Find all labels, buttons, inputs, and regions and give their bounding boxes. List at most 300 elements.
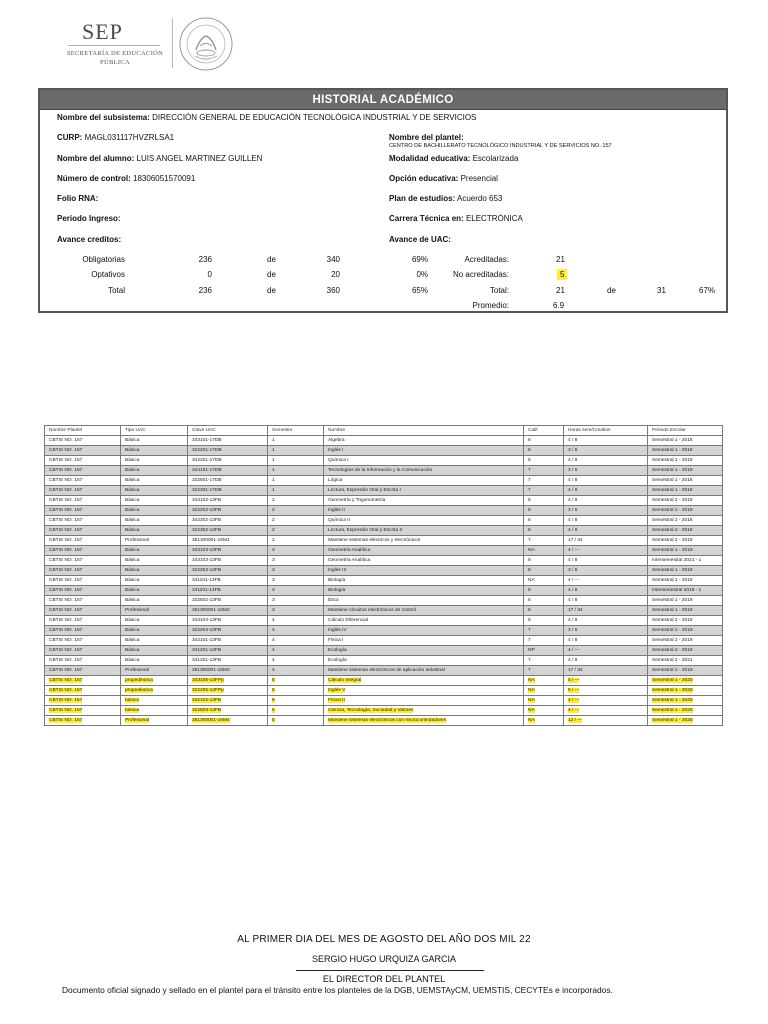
cell-calif: NA (524, 676, 564, 686)
subsystem-value: DIRECCIÓN GENERAL DE EDUCACIÓN TECNOLÓGICA INDUSTRIAL Y DE SERVICIOS (152, 113, 477, 122)
uac-total-total: 31 (657, 286, 666, 295)
cell-nombre: Inglés III (324, 566, 524, 576)
cell-clave: 322205-13FPp (188, 686, 268, 696)
cell-plantel: CBTIS NO. 157 (45, 516, 121, 526)
national-seal-icon (178, 16, 234, 72)
carrera-label: Carrera Técnica en: (389, 214, 464, 223)
cell-tipo: Básica (121, 496, 188, 506)
cell-clave: 322301-17DB (188, 486, 268, 496)
table-row (45, 716, 723, 726)
cell-plantel: CBTIS NO. 157 (45, 666, 121, 676)
cell-horas: 4 / --- (564, 696, 648, 706)
cell-plantel: CBTIS NO. 157 (45, 616, 121, 626)
cell-horas: 4 / --- (564, 646, 648, 656)
cell-periodo: Semestral 1 - 2018 (648, 446, 723, 456)
cell-horas: 4 / 8 (564, 476, 648, 486)
cell-semestre: 1 (268, 486, 324, 496)
cell-tipo: Profesional (121, 666, 188, 676)
curp-label: CURP: (57, 133, 83, 142)
cell-plantel: CBTIS NO. 157 (45, 526, 121, 536)
cell-tipo: Básica (121, 456, 188, 466)
credits-obligatorias-value: 236 (198, 255, 212, 264)
table-row (45, 556, 723, 566)
cell-periodo: Semestral 2 - 2018 (648, 526, 723, 536)
cell-plantel: CBTIS NO. 157 (45, 716, 121, 726)
cell-nombre: Lógica (324, 476, 524, 486)
opcion-value: Presencial (460, 174, 498, 183)
cell-clave: 322302-13FB (188, 526, 268, 536)
cell-calif: 6 (524, 516, 564, 526)
cell-nombre: Ecología (324, 656, 524, 666)
cell-plantel: CBTIS NO. 157 (45, 466, 121, 476)
cell-nombre: Mantiene sistemas electrónicos de aplicación industrial (324, 666, 524, 676)
cell-semestre: 3 (268, 556, 324, 566)
cell-tipo: Básica (121, 506, 188, 516)
cell-semestre: 1 (268, 436, 324, 446)
cell-semestre: 4 (268, 636, 324, 646)
cell-periodo: Semestral 2 - 2019 (648, 626, 723, 636)
cell-calif: 6 (524, 446, 564, 456)
cell-tipo: Básica (121, 636, 188, 646)
cell-clave: 322204-13FB (188, 626, 268, 636)
table-row (45, 486, 723, 496)
cell-horas: 4 / 8 (564, 526, 648, 536)
table-row (45, 616, 723, 626)
table-row (45, 636, 723, 646)
cell-horas: 5 / --- (564, 676, 648, 686)
cell-semestre: 5 (268, 696, 324, 706)
col-header-horas: Horas sem/Creditos (564, 426, 648, 436)
table-row (45, 526, 723, 536)
cell-plantel: CBTIS NO. 157 (45, 706, 121, 716)
cell-tipo: Básica (121, 546, 188, 556)
cell-horas: 4 / 8 (564, 486, 648, 496)
uac-total-value: 21 (556, 286, 565, 295)
cell-plantel: CBTIS NO. 157 (45, 446, 121, 456)
record-title: HISTORIAL ACADÉMICO (40, 90, 726, 110)
cell-tipo: Básica (121, 616, 188, 626)
issue-date: AL PRIMER DIA DEL MES DE AGOSTO DEL AÑO DOS MIL 22 (237, 934, 531, 945)
cell-semestre: 1 (268, 476, 324, 486)
cell-periodo: Semestral 1 - 2019 (648, 606, 723, 616)
cell-clave: 342202-13FB (188, 516, 268, 526)
table-row (45, 586, 723, 596)
cell-clave: 351300001-16M3 (188, 666, 268, 676)
cell-plantel: CBTIS NO. 157 (45, 606, 121, 616)
cell-plantel: CBTIS NO. 157 (45, 486, 121, 496)
cell-semestre: 3 (268, 576, 324, 586)
cell-plantel: CBTIS NO. 157 (45, 646, 121, 656)
cell-tipo: Profesional (121, 536, 188, 546)
cell-calif: 7 (524, 476, 564, 486)
cell-calif: 6 (524, 606, 564, 616)
cell-calif: 9 (524, 616, 564, 626)
cell-nombre: Inglés I (324, 446, 524, 456)
cell-horas: 4 / 8 (564, 496, 648, 506)
cell-nombre: Algebra (324, 436, 524, 446)
cell-semestre: 1 (268, 456, 324, 466)
academic-record (38, 88, 728, 313)
cell-horas: 4 / 8 (564, 516, 648, 526)
cell-calif: 6 (524, 436, 564, 446)
control-label: Número de control: (57, 174, 131, 183)
cell-clave: 322201-17DB (188, 446, 268, 456)
cell-tipo: Básica (121, 486, 188, 496)
cell-periodo: Semestral 2 - 2019 (648, 636, 723, 646)
credits-optativos-value: 0 (207, 270, 212, 279)
table-row (45, 546, 723, 556)
cell-calif: 6 (524, 526, 564, 536)
cell-semestre: 3 (268, 596, 324, 606)
col-header-semestre: Semestre (268, 426, 324, 436)
table-row (45, 516, 723, 526)
plantel-label: Nombre del plantel: (389, 133, 464, 142)
cell-periodo: Intersemestral 2021 - 1 (648, 556, 723, 566)
cell-horas: 4 / 8 (564, 456, 648, 466)
table-row (45, 656, 723, 666)
cell-clave: 351300001-16M4 (188, 716, 268, 726)
cell-clave: 343103-13FB (188, 556, 268, 566)
cell-calif: 6 (524, 506, 564, 516)
cell-semestre: 5 (268, 686, 324, 696)
cell-periodo: Semestral 1 - 2020 (648, 696, 723, 706)
cell-semestre: 4 (268, 616, 324, 626)
sep-logo-text: SEP (82, 19, 123, 44)
col-header-plantel: Nombre Plantel (45, 426, 121, 436)
cell-calif: 7 (524, 486, 564, 496)
cell-horas: 4 / 8 (564, 436, 648, 446)
cell-nombre: Tecnologías de la Información y la Comunicación (324, 466, 524, 476)
col-header-tipo: Tipo UAC (121, 426, 188, 436)
cell-periodo: Semestral 2 - 2018 (648, 536, 723, 546)
cell-semestre: 2 (268, 526, 324, 536)
cell-clave: 343103-13FB (188, 546, 268, 556)
cell-tipo: Básica (121, 626, 188, 636)
cell-plantel: CBTIS NO. 157 (45, 456, 121, 466)
cell-tipo: Básica (121, 576, 188, 586)
cell-calif: 9 (524, 556, 564, 566)
cell-tipo: Profesional (121, 606, 188, 616)
avance-uac-label: Avance de UAC: (389, 235, 451, 244)
credits-total-total: 360 (326, 286, 340, 295)
credits-optativos-total: 20 (331, 270, 340, 279)
plantel-field (389, 133, 464, 142)
cell-semestre: 3 (268, 606, 324, 616)
credits-optativos-pct: 0% (416, 270, 428, 279)
table-row (45, 706, 723, 716)
table-row (45, 456, 723, 466)
cell-periodo: Semestral 2 - 2018 (648, 516, 723, 526)
student-field (57, 154, 262, 163)
curp-field (57, 133, 174, 142)
grades-table (44, 425, 723, 726)
table-row (45, 466, 723, 476)
cell-clave: 351300001-16M1 (188, 536, 268, 546)
cell-horas: 3 / 6 (564, 626, 648, 636)
cell-nombre: Química II (324, 516, 524, 526)
cell-periodo: Semestral 2 - 2018 (648, 496, 723, 506)
credits-obligatorias-of: de (267, 255, 276, 264)
cell-tipo: básica (121, 696, 188, 706)
uac-total-pct: 67% (699, 286, 716, 295)
sep-logo-rule (68, 45, 160, 46)
cell-tipo: propedéutica (121, 686, 188, 696)
cell-nombre: Lectura, Expresión Oral y Escrita I (324, 486, 524, 496)
cell-periodo: Semestral 1 - 2018 (648, 436, 723, 446)
subsystem-label: Nombre del subsistema: (57, 113, 150, 122)
cell-periodo: Semestral 2 - 2021 (648, 656, 723, 666)
opcion-label: Opción educativa: (389, 174, 459, 183)
cell-periodo: Semestral 1 - 2018 (648, 476, 723, 486)
cell-calif: 7 (524, 636, 564, 646)
cell-horas: 3 / 6 (564, 446, 648, 456)
table-row (45, 446, 723, 456)
cell-clave: 351300001-16M2 (188, 606, 268, 616)
cell-periodo: Semestral 1 - 2020 (648, 716, 723, 726)
cell-horas: 4 / 8 (564, 596, 648, 606)
cell-tipo: básica (121, 706, 188, 716)
cell-clave: 322202-13FB (188, 506, 268, 516)
cell-plantel: CBTIS NO. 157 (45, 436, 121, 446)
cell-periodo: Semestral 1 - 2019 (648, 576, 723, 586)
cell-plantel: CBTIS NO. 157 (45, 656, 121, 666)
cell-nombre: Geometría Analítica (324, 556, 524, 566)
cell-nombre: Mantiene sistemas electrónicos con microcontroladores (324, 716, 524, 726)
cell-horas: 4 / --- (564, 706, 648, 716)
cell-tipo: Básica (121, 516, 188, 526)
modalidad-value: Escolarizada (472, 154, 519, 163)
table-row (45, 596, 723, 606)
cell-semestre: 2 (268, 496, 324, 506)
cell-calif: 7 (524, 656, 564, 666)
cell-semestre: 3 (268, 566, 324, 576)
cell-nombre: Lectura, Expresión Oral y Escrita II (324, 526, 524, 536)
cell-calif: NA (524, 696, 564, 706)
cell-semestre: 4 (268, 666, 324, 676)
cell-clave: 341201-13FB (188, 656, 268, 666)
cell-calif: NA (524, 576, 564, 586)
ingreso-label: Periodo Ingreso: (57, 214, 121, 223)
cell-nombre: Cálculo Diferencial (324, 616, 524, 626)
cell-periodo: Semestral 1 - 2019 (648, 566, 723, 576)
avance-creditos-label: Avance creditos: (57, 235, 122, 244)
cell-plantel: CBTIS NO. 157 (45, 686, 121, 696)
signature-line (296, 970, 484, 971)
cell-semestre: 4 (268, 646, 324, 656)
cell-horas: 4 / 8 (564, 636, 648, 646)
cell-horas: 17 / 34 (564, 536, 648, 546)
cell-semestre: 2 (268, 536, 324, 546)
cell-periodo: Semestral 1 - 2020 (648, 706, 723, 716)
sep-logo-subtitle: SECRETARÍA DE EDUCACIÓN PÚBLICA (66, 50, 164, 66)
opcion-field (389, 174, 498, 183)
cell-plantel: CBTIS NO. 157 (45, 536, 121, 546)
cell-periodo: Semestral 2 - 2019 (648, 616, 723, 626)
cell-calif: 8 (524, 596, 564, 606)
credits-total-of: de (267, 286, 276, 295)
logo-divider (172, 18, 173, 68)
cell-nombre: Geometría y Trigonometría (324, 496, 524, 506)
cell-horas: 17 / 34 (564, 606, 648, 616)
cell-periodo: Semestral 2 - 2018 (648, 506, 723, 516)
sep-logo (60, 14, 170, 72)
cell-clave: 344101-17DB (188, 466, 268, 476)
cell-plantel: CBTIS NO. 157 (45, 596, 121, 606)
cell-horas: 4 / 8 (564, 586, 648, 596)
credits-total-value: 236 (198, 286, 212, 295)
student-label: Nombre del alumno: (57, 154, 135, 163)
table-row (45, 436, 723, 446)
director-name: SERGIO HUGO URQUIZA GARCIA (311, 954, 457, 964)
col-header-nombre: Nombre (324, 426, 524, 436)
cell-semestre: 5 (268, 676, 324, 686)
plan-field (389, 194, 502, 203)
cell-nombre: Mantiene circuitos electrónicos de control (324, 606, 524, 616)
cell-semestre: 3 (268, 586, 324, 596)
cell-nombre: Geometría Analítica (324, 546, 524, 556)
cell-nombre: Física I (324, 636, 524, 646)
uac-no-acreditadas-value: 5 (560, 270, 565, 279)
table-row (45, 626, 723, 636)
carrera-field (389, 214, 523, 223)
col-header-calif: Calif (524, 426, 564, 436)
cell-nombre: Ética (324, 596, 524, 606)
subsystem-field (57, 113, 476, 122)
table-row (45, 676, 723, 686)
cell-plantel: CBTIS NO. 157 (45, 576, 121, 586)
plan-label: Plan de estudios: (389, 194, 456, 203)
cell-semestre: 2 (268, 516, 324, 526)
credits-total-pct: 65% (411, 286, 428, 295)
cell-clave: 322502-13FB (188, 596, 268, 606)
carrera-value: ELECTRÓNICA (465, 214, 523, 223)
table-row (45, 686, 723, 696)
cell-clave: 342101-13FB (188, 636, 268, 646)
cell-periodo: Semestral 1 - 2018 (648, 466, 723, 476)
cell-tipo: propedéutica (121, 676, 188, 686)
cell-clave: 322203-13FB (188, 566, 268, 576)
col-header-clave: Clave UAC (188, 426, 268, 436)
credits-obligatorias-pct: 69% (411, 255, 428, 264)
uac-promedio-label: Promedio: (472, 301, 509, 310)
cell-horas: 17 / 34 (564, 666, 648, 676)
cell-tipo: Básica (121, 596, 188, 606)
cell-nombre: Física II (324, 696, 524, 706)
cell-calif: NP (524, 646, 564, 656)
cell-calif: 7 (524, 626, 564, 636)
cell-plantel: CBTIS NO. 157 (45, 476, 121, 486)
cell-plantel: CBTIS NO. 157 (45, 496, 121, 506)
folio-label: Folio RNA: (57, 194, 99, 203)
cell-calif: 7 (524, 466, 564, 476)
folio-field (57, 194, 98, 203)
cell-tipo: Básica (121, 436, 188, 446)
cell-periodo: Semestral 1 - 2018 (648, 486, 723, 496)
cell-plantel: CBTIS NO. 157 (45, 626, 121, 636)
cell-calif: 6 (524, 586, 564, 596)
cell-nombre: Ecología (324, 646, 524, 656)
cell-semestre: 3 (268, 546, 324, 556)
table-row (45, 496, 723, 506)
cell-tipo: Básica (121, 586, 188, 596)
table-row (45, 696, 723, 706)
cell-clave: 343101-17DB (188, 436, 268, 446)
cell-semestre: 5 (268, 706, 324, 716)
cell-clave: 342201-17DB (188, 456, 268, 466)
cell-semestre: 1 (268, 446, 324, 456)
cell-tipo: Básica (121, 526, 188, 536)
cell-horas: 4 / --- (564, 546, 648, 556)
uac-promedio-value: 6.9 (553, 301, 565, 310)
table-row (45, 606, 723, 616)
cell-tipo: Básica (121, 566, 188, 576)
table-row (45, 476, 723, 486)
cell-periodo: Semestral 1 - 2020 (648, 676, 723, 686)
table-row (45, 566, 723, 576)
uac-total-of: de (607, 286, 616, 295)
cell-horas: 4 / --- (564, 576, 648, 586)
table-header-row (45, 426, 723, 436)
plantel-value: CENTRO DE BACHILLERATO TECNOLÓGICO INDUSTRIAL Y DE SERVICIOS NO. 157 (389, 143, 612, 149)
cell-nombre: Inglés IV (324, 626, 524, 636)
cell-calif: NA (524, 716, 564, 726)
uac-acreditadas-label: Acreditadas: (464, 255, 509, 264)
cell-calif: 7 (524, 536, 564, 546)
table-row (45, 646, 723, 656)
cell-periodo: Semestral 1 - 2018 (648, 456, 723, 466)
cell-plantel: CBTIS NO. 157 (45, 546, 121, 556)
cell-calif: NA (524, 706, 564, 716)
credits-obligatorias-total: 340 (326, 255, 340, 264)
cell-tipo: Básica (121, 646, 188, 656)
cell-calif: 6 (524, 456, 564, 466)
cell-periodo: Semestral 1 - 2020 (648, 686, 723, 696)
cell-tipo: Básica (121, 476, 188, 486)
control-value: 18306051570091 (133, 174, 196, 183)
cell-clave: 322503-13FB (188, 706, 268, 716)
cell-tipo: Básica (121, 556, 188, 566)
cell-tipo: Básica (121, 466, 188, 476)
cell-nombre: Ciencia, Tecnología, Sociedad y Valores (324, 706, 524, 716)
table-row (45, 536, 723, 546)
cell-plantel: CBTIS NO. 157 (45, 566, 121, 576)
cell-horas: 4 / 8 (564, 556, 648, 566)
cell-plantel: CBTIS NO. 157 (45, 506, 121, 516)
uac-no-acreditadas-label: No acreditadas: (452, 270, 509, 279)
student-value: LUIS ANGEL MARTINEZ GUILLEN (136, 154, 263, 163)
cell-nombre: Inglés II (324, 506, 524, 516)
uac-acreditadas-value: 21 (556, 255, 565, 264)
cell-nombre: Mantiene sistemas eléctricos y electrónicos (324, 536, 524, 546)
cell-calif: 8 (524, 566, 564, 576)
cell-periodo: Semestral 2 - 2019 (648, 666, 723, 676)
cell-horas: 5 / --- (564, 686, 648, 696)
credits-obligatorias-label: Obligatorias (82, 255, 125, 264)
plan-value: Acuerdo 653 (457, 194, 503, 203)
cell-plantel: CBTIS NO. 157 (45, 586, 121, 596)
cell-clave: 343104-13FB (188, 616, 268, 626)
cell-clave: 343102-13FB (188, 496, 268, 506)
cell-periodo: Intersemestral 2019 - 1 (648, 586, 723, 596)
ingreso-field (57, 214, 121, 223)
modalidad-field (389, 154, 518, 163)
cell-clave: 341101-13FB (188, 576, 268, 586)
cell-semestre: 4 (268, 656, 324, 666)
cell-calif: NA (524, 546, 564, 556)
cell-clave: 341101-13FB (188, 586, 268, 596)
cell-nombre: Cálculo Integral (324, 676, 524, 686)
cell-horas: 3 / 6 (564, 566, 648, 576)
